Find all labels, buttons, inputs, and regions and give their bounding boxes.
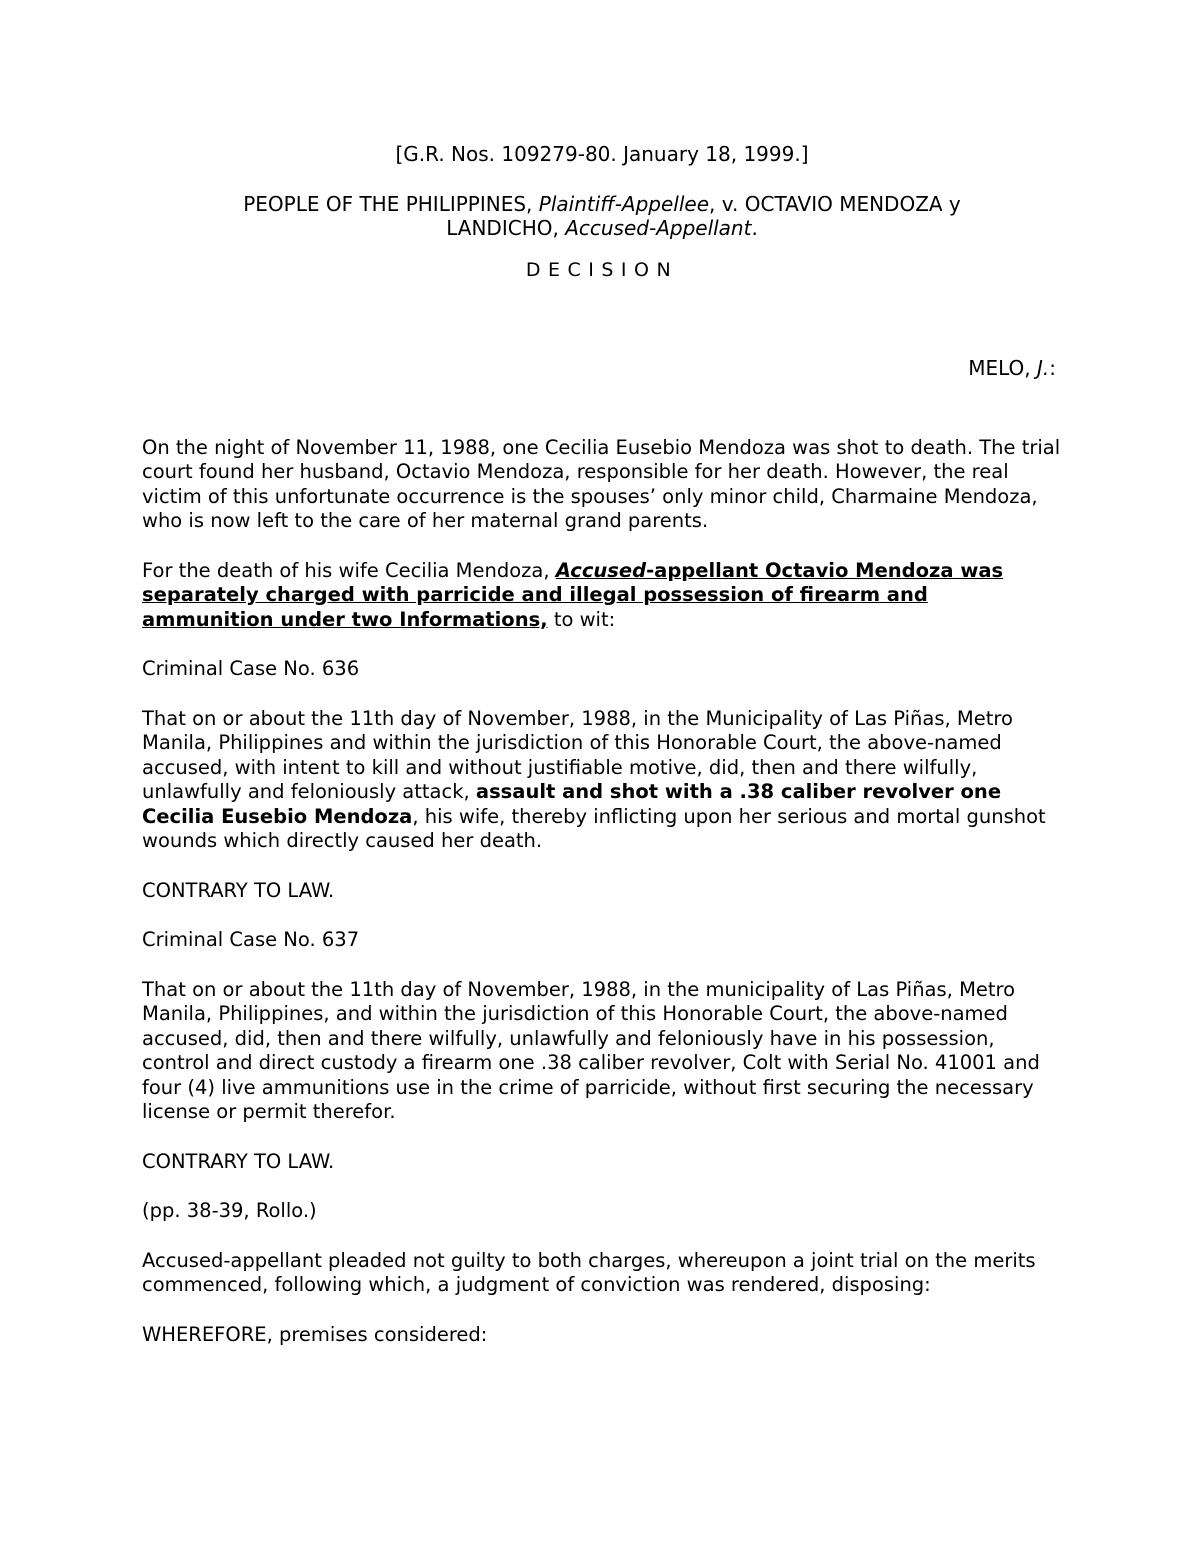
charge-accused: Accused xyxy=(555,558,647,582)
decision-title: DECISION xyxy=(525,258,679,281)
accused-role: Accused-Appellant xyxy=(565,216,752,240)
charge-bold-text: -appellant Octavio Mendoza was separately charged with parricide and illegal possession of firearm and ammunition under two Informations, xyxy=(142,558,1004,631)
ponente-suffix: : xyxy=(1049,356,1056,380)
case-parties xyxy=(142,192,1062,241)
plea-paragraph: Accused-appellant pleaded not guilty to both charges, whereupon a joint trial on the merits commenced, following which, a judgment of conviction was rendered, disposing: xyxy=(142,1248,1036,1296)
case1-text-a: That on or about the 11th day of November, 1988, in the Municipality of Las Piñas, Metro Manila, Philippines and within the jurisdiction of this Honorable Court, the above-named accused, with intent to kill and without justifiable motive, did, then and there wilfully, unlawfully and feloniously attack, xyxy=(142,706,1013,803)
case1-text-bold: assault and shot with a .38 caliber revolver one Cecilia Eusebio Mendoza xyxy=(142,780,1002,828)
rollo-citation: (pp. 38-39, Rollo.) xyxy=(142,1199,317,1222)
parties-end: . xyxy=(751,216,758,240)
plaintiff-name: PEOPLE OF THE PHILIPPINES, xyxy=(243,191,533,216)
charge-end: to wit: xyxy=(553,607,616,631)
versus-text: , v. OCTAVIO MENDOZA y xyxy=(709,191,961,216)
case1-paragraph xyxy=(142,707,1062,854)
plaintiff-role: Plaintiff-Appellee xyxy=(538,191,710,216)
charge-intro: For the death of his wife Cecilia Mendoza, xyxy=(142,558,550,582)
case-number-heading: [G.R. Nos. 109279-80. January 18, 1999.] xyxy=(395,142,809,166)
ponente-name: MELO, xyxy=(968,356,1031,380)
contrary-to-law-2: CONTRARY TO LAW. xyxy=(142,1149,335,1173)
case1-title: Criminal Case No. 636 xyxy=(142,657,360,680)
charge-paragraph xyxy=(142,559,1062,633)
document-content xyxy=(142,142,1062,1372)
case2-title: Criminal Case No. 637 xyxy=(142,928,360,951)
ponente-initial: J. xyxy=(1036,356,1050,380)
accused-name: LANDICHO, xyxy=(446,216,559,240)
wherefore-line: WHEREFORE, premises considered: xyxy=(142,1322,488,1346)
intro-paragraph: On the night of November 11, 1988, one Cecilia Eusebio Mendoza was shot to death. The trial court found her husband, Octavio Mendoza, responsible for her death. However, the real victim of this unfortunate occurrence is the spouses’ only minor child, Charmaine Mendoza, who is now left to the care of her maternal grand parents. xyxy=(142,435,1061,532)
case2-paragraph: That on or about the 11th day of November, 1988, in the municipality of Las Piñas, Metro Manila, Philippines, and within the jurisdiction of this Honorable Court, the above-named accused, did, then and there wilfully, unlawfully and feloniously have in his possession, control and direct custody a firearm one .38 caliber revolver, Colt with Serial No. 41001 and four (4) live ammunitions use in the crime of parricide, without first securing the necessary license or permit therefor. xyxy=(142,977,1040,1123)
case1-text-b: , his wife, thereby inflicting upon her serious and mortal gunshot wounds which directly caused her death. xyxy=(142,804,1046,852)
ponente xyxy=(142,356,1062,381)
contrary-to-law-1: CONTRARY TO LAW. xyxy=(142,878,335,902)
